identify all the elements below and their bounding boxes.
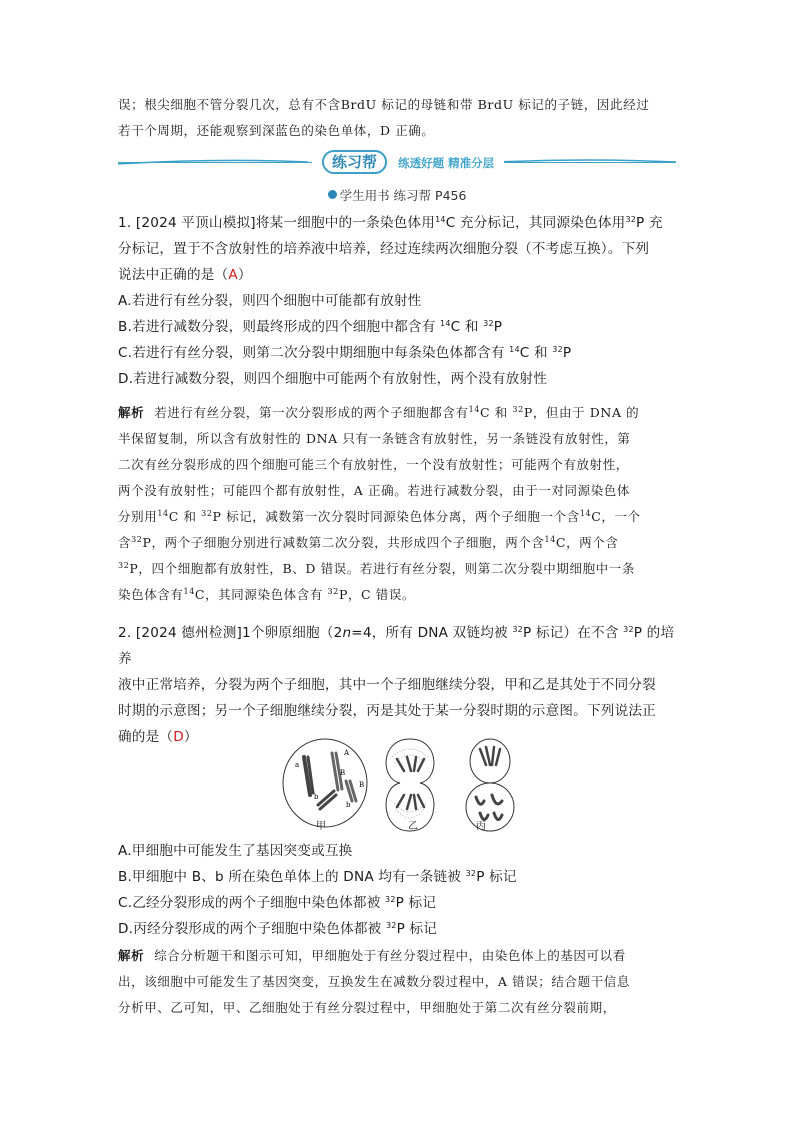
q1-analysis: 解析 若进行有丝分裂，第一次分裂形成的两个子细胞都含有$^{14}$C 和 $^{32}$P，但由于 DNA 的 半保留复制，所以含有放射性的 DNA 只有一条链含有放射性，另一条链没有放射性，第 二次有丝分裂形成的四个细胞可能三个有放射性，一个没有放射性；可能两个有放射性， 两个没有放射性；可能四个都有放射性，A 正确。若进行减数分裂，由于一对同源染色体 分别用$^{14}$C 和 $^{32}$P 标记，减数第一次分裂时同源染色体分离，两个子细胞一个含$^{14}$C，一个 含$^{32}$P，两个子细胞分别进行减数第二次分裂，共形成四个子细胞，两个含$^{14}$C，两个含 $^{32}$P，四个细胞都有放射性，B、D 错误。若进行有丝分裂，则第二次分裂中期细胞中一条 染色体含有$^{14}$C，其同源染色体含有 $^{32}$P，C 错误。 (118, 405, 641, 602)
figure-label-yi: 乙 (408, 821, 418, 832)
q1-option-b: B.若进行减数分裂，则最终形成的四个细胞中都含有 $^{14}$C 和 $^{32}$P (118, 319, 503, 335)
section-subtitle: 练透好题 精准分层 (398, 155, 495, 170)
book-reference: 学生用书 练习帮 P456 (118, 186, 676, 204)
cell-bing (466, 739, 514, 831)
q2-option-d: D.丙经分裂形成的两个子细胞中染色体都被 $^{32}$P 标记 (118, 921, 438, 937)
q2-stem-tail: 确的是（D） (118, 729, 198, 745)
q2-option-a: A.甲细胞中可能发生了基因突变或互换 (118, 843, 353, 859)
q2-options (118, 838, 676, 942)
q2-stem-line: 时期的示意图；另一个子细胞继续分裂，丙是其处于某一分裂时期的示意图。下列说法正 (118, 703, 656, 719)
q1-option-c: C.若进行有丝分裂，则第二次分裂中期细胞中每条染色体都含有 $^{14}$C 和 $^{32}$P (118, 345, 572, 361)
gene-label: A (344, 749, 350, 757)
q1-option-d: D.若进行减数分裂，则四个细胞中可能两个有放射性，两个没有放射性 (118, 371, 547, 387)
gene-label: B (359, 781, 365, 789)
intro-paragraph (118, 92, 676, 144)
gene-label: b (346, 801, 351, 809)
q2-option-c: C.乙经分裂形成的两个子细胞中染色体都被 $^{32}$P 标记 (118, 895, 437, 911)
gene-label: B (340, 769, 346, 777)
question-2 (118, 620, 676, 750)
q1-stem-line: 1. [2024 平顶山模拟]将某一细胞中的一条染色体用$^{14}$C 充分标记，其同源染色体用$^{32}$P 充 (118, 215, 663, 231)
q2-stem-line: 液中正常培养，分裂为两个子细胞，其中一个子细胞继续分裂，甲和乙是其处于不同分裂 (118, 677, 656, 693)
intro-line: 误；根尖细胞不管分裂几次，总有不含BrdU 标记的母链和带 BrdU 标记的子链，因此经过 (118, 97, 650, 112)
cell-jia (283, 739, 367, 827)
analysis-label: 解析 (118, 405, 145, 420)
q2-option-b: B.甲细胞中 B、b 所在染色单体上的 DNA 均有一条链被 $^{32}$P 标记 (118, 869, 517, 885)
q1-stem-tail: 说法中正确的是（A） (118, 267, 252, 283)
q1-option-a: A.若进行有丝分裂，则四个细胞中可能都有放射性 (118, 293, 422, 309)
figure-label-jia: 甲 (316, 821, 326, 832)
bullet-icon (328, 190, 337, 199)
q1-stem-line: 分标记，置于不含放射性的培养液中培养，经过连续两次细胞分裂（不考虑互换）。下列 (118, 241, 650, 257)
gene-label: a (295, 761, 300, 769)
header-badge (312, 150, 504, 174)
gene-label: b (314, 793, 319, 801)
intro-line: 若干个周期，还能观察到深蓝色的染色单体，D 正确。 (118, 123, 435, 138)
q2-analysis: 解析 综合分析题干和图示可知，甲细胞处于有丝分裂过程中，由染色体上的基因可以看 出，该细胞中可能发生了基因突变，互换发生在减数分裂过程中，A 错误；结合题干信息 分析甲、乙可知，甲、乙细胞处于有丝分裂过程中，甲细胞处于第二次有丝分裂前期， (118, 948, 631, 1015)
question-1 (118, 210, 676, 392)
q2-answer: D (173, 729, 184, 745)
section-header (118, 150, 676, 176)
q1-answer: A (228, 267, 238, 283)
figure-label-bing: 丙 (476, 821, 486, 832)
section-title: 练习帮 (322, 150, 387, 174)
analysis-label: 解析 (118, 948, 145, 963)
q2-stem-line: 2. [2024 德州检测]1个卵原细胞（2n=4，所有 DNA 双链均被 $^{32}$P 标记）在不含 $^{32}$P 的培养 (118, 625, 675, 667)
